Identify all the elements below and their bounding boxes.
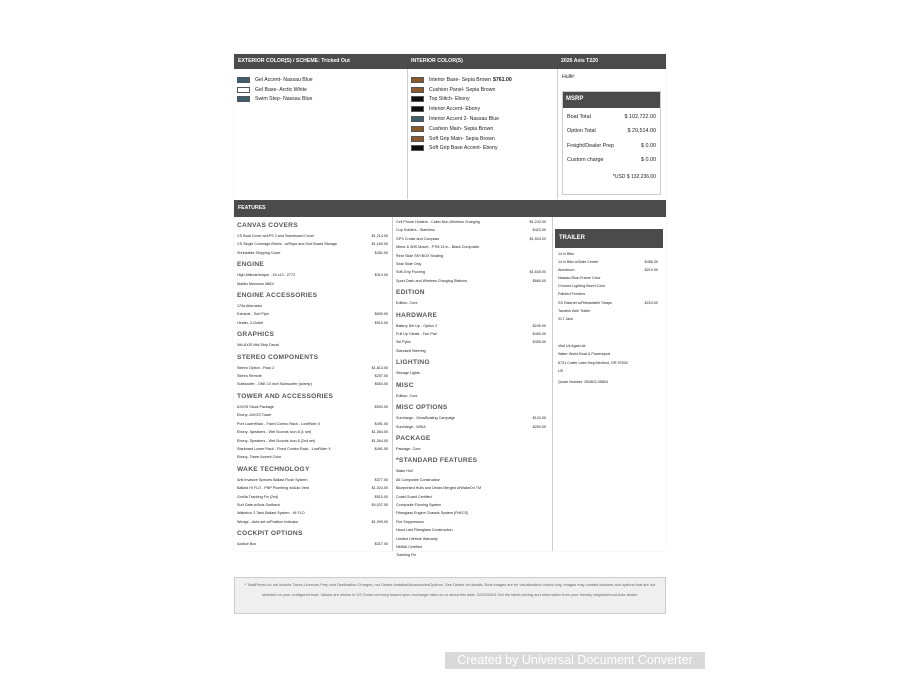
exterior-swatch-label: Gel Base- Arctic White (255, 86, 307, 93)
feature-item (396, 414, 546, 422)
feature-section-title: STEREO COMPONENTS (237, 353, 319, 361)
feature-price: $4,037.00 (371, 502, 388, 507)
feature-name: Mirror & WIS Mount - PTM 14 in - Black Composite (396, 245, 480, 250)
feature-price (542, 252, 546, 260)
msrp-row (563, 139, 660, 153)
feature-price: $134.00 (532, 416, 546, 421)
exterior-swatch-label: Gel Accent- Nassau Blue (255, 76, 313, 83)
feature-price: $1,364.00 (371, 438, 388, 443)
feature-price (542, 476, 546, 484)
feature-name: GPS Cruise and Compass (396, 236, 440, 241)
feature-price (542, 509, 546, 517)
interior-swatch-row (411, 104, 553, 114)
feature-section-title: MISC (396, 381, 414, 389)
feature-item (237, 420, 388, 428)
feature-name: Sport Dash and Wireless Charging Stations (396, 278, 468, 283)
msrp-label: Custom charge (567, 157, 604, 164)
feature-price (542, 467, 546, 475)
feature-price (542, 526, 546, 534)
feature-name: Subwoofer - ONE 10 inch Subwoofer (w/amp) (237, 382, 312, 387)
feature-name: NMMA Certified (396, 544, 422, 549)
feature-price (542, 243, 546, 251)
trailer-item (558, 315, 658, 323)
exterior-swatch-row (237, 95, 402, 105)
feature-price (542, 484, 546, 492)
feature-name: Fire Suppression (396, 519, 424, 524)
feature-name: Blueprinted Hulls and Decks Merged w/WakeOn TM (396, 486, 482, 491)
feature-item (396, 252, 546, 260)
color-swatch (237, 96, 250, 102)
feature-price: $660.00 (532, 278, 546, 283)
color-swatch (411, 77, 424, 83)
feature-item (237, 453, 388, 461)
feature-name: Storage Lights (396, 371, 420, 376)
feature-name: Cup Holders - Stainless (396, 228, 435, 233)
feature-name: AXIOS Stock Package (237, 404, 274, 409)
feature-item (237, 493, 388, 501)
color-swatch (411, 136, 424, 142)
feature-price: $257.00 (374, 374, 388, 379)
trailer-item (558, 266, 658, 274)
dealer-line: Visit Us Again At: (558, 344, 587, 348)
feature-item (237, 403, 388, 411)
msrp-total: *USD $ 132,236.00 (612, 173, 656, 180)
trailer-list (558, 250, 658, 323)
feature-price: $1,534.00 (529, 236, 546, 241)
model-header: 2026 Axis T220 (557, 54, 666, 69)
feature-name: Starboard Lower Rack - Fixed Combo Rack - LowRider X (237, 446, 331, 451)
feature-name: Wake Hull (396, 469, 413, 474)
trailer-item-name: Tandem Axle Trailer (558, 308, 591, 313)
feature-item (237, 232, 388, 240)
feature-item (237, 428, 388, 436)
trailer-item (558, 290, 658, 298)
feature-item (396, 535, 546, 543)
feature-item (396, 218, 546, 226)
feature-item (396, 476, 546, 484)
interior-swatch-row (411, 144, 553, 154)
msrp-title: MSRP (562, 91, 661, 108)
feature-section-title: GRAPHICS (237, 331, 275, 339)
feature-name: Ebony- Tower Accent Color (237, 455, 282, 460)
feature-name: Fiberglass Engine Chassis System (FbECS) (396, 511, 469, 516)
feature-price: $200.00 (532, 424, 546, 429)
quote-number: Quote Number: 250602-05804 (558, 380, 609, 384)
feature-name: Ski Pylon (396, 340, 412, 345)
feature-price: $1,024.00 (371, 486, 388, 491)
feature-section-title: LIGHTING (396, 359, 430, 367)
feature-price: $317.00 (374, 542, 388, 547)
feature-price (542, 347, 546, 355)
feature-name: Rear Slide SKYBOX Seating (396, 253, 443, 258)
feature-name: Wedge - Auto-set w/Position Indicator (237, 519, 299, 524)
trailer-item-name: XLT Jack (558, 316, 574, 321)
feature-item (237, 271, 388, 279)
feature-item (396, 445, 546, 453)
dealer-line: US (558, 369, 564, 374)
feature-price (542, 445, 546, 453)
feature-item (396, 243, 546, 251)
trailer-item-name: Nassau Blue-Frame Color (558, 276, 601, 281)
feature-price: $593.00 (374, 404, 388, 409)
feature-name: Wakebox 3 Tank Ballast System - HI FLO (237, 511, 305, 516)
feature-price (384, 509, 388, 517)
exterior-swatch-row (237, 75, 402, 85)
feature-price (384, 411, 388, 419)
feature-item (237, 249, 388, 257)
msrp-value: $ 0.00 (641, 157, 656, 164)
trailer-header: TRAILER (555, 229, 663, 248)
exterior-swatch-row (237, 85, 402, 95)
feature-item (237, 411, 388, 419)
interior-swatch-label: Interior Accent- Ebony (429, 106, 481, 113)
trailer-item (558, 274, 658, 282)
feature-item (237, 319, 388, 327)
color-swatch (411, 106, 424, 112)
feature-name: Package- Core (396, 446, 421, 451)
exterior-swatch-list (237, 75, 402, 104)
msrp-label: Boat Total (567, 114, 591, 120)
msrp-label: Option Total (567, 128, 596, 135)
interior-swatch-row (411, 114, 553, 124)
feature-name: Surcharge - WSIA (396, 424, 426, 429)
color-swatch (237, 87, 250, 93)
feature-name: Composite Flooring System (396, 502, 442, 507)
dealer-line: 6731 Crater Lake Hwy,Medford, OR 97502 (558, 360, 628, 365)
color-swatch (411, 126, 424, 132)
feature-item (396, 260, 546, 268)
interior-swatch-price: $761.00 (493, 76, 512, 83)
feature-section-title: PACKAGE (396, 434, 431, 442)
feature-item (237, 484, 388, 492)
feature-name: Ebony- Speakers - Wet Sounds Icon 8 (1 set) (237, 430, 312, 435)
feature-item (237, 445, 388, 453)
color-swatch (237, 77, 250, 83)
feature-name: Stereo Option - Pack 2 (237, 365, 275, 370)
watermark: Created by Universal Document Converter (445, 652, 705, 669)
feature-price: $491.00 (374, 421, 388, 426)
feature-item (237, 437, 388, 445)
feature-name: Soft-Grip Flooring (396, 270, 426, 275)
feature-section-title: TOWER AND ACCESSORIES (237, 392, 334, 400)
feature-section-title: ENGINE ACCESSORIES (237, 292, 318, 300)
feature-price: $305.00 (532, 340, 546, 345)
trailer-item (558, 299, 658, 307)
feature-price (542, 543, 546, 551)
feature-price: $491.00 (374, 446, 388, 451)
feature-name: CS Boat Cover w/APS 2 and Swimboard Cover (237, 234, 315, 238)
feature-section-title: MISC OPTIONS (396, 404, 448, 412)
feature-name: Port LowerRack - Fixed Combo Rack - LowRider X (237, 421, 321, 426)
exterior-header: EXTERIOR COLOR(S) / SCHEME: Tricked Out (234, 54, 407, 69)
interior-swatch-row (411, 85, 553, 95)
feature-name: Cell Phone Holders - Cabin Non-Wireless Charging (396, 220, 480, 224)
feature-price (542, 260, 546, 268)
dealer-info (558, 342, 660, 376)
feature-price: $654.00 (374, 382, 388, 387)
feature-item (396, 338, 546, 346)
features-left-column (237, 218, 388, 549)
feature-name: Limited Lifetime Warranty (396, 536, 438, 541)
feature-item (396, 268, 546, 276)
trailer-item-price: $224.00 (644, 300, 658, 305)
feature-name: Battery Set Up - Option 2 (396, 323, 438, 328)
feature-item (237, 476, 388, 484)
exterior-swatch-label: Swim Step- Nassau Blue (255, 96, 313, 103)
feature-item (396, 543, 546, 551)
divider (552, 217, 553, 551)
feature-price (384, 302, 388, 310)
feature-name: Tracking Fin (396, 553, 417, 558)
msrp-row (563, 153, 660, 167)
feature-price: $377.00 (374, 477, 388, 482)
trailer-item-name: 14 in Biltz (558, 252, 574, 256)
feature-price (542, 392, 546, 400)
feature-price: $1,630.00 (529, 270, 546, 275)
feature-price (542, 551, 546, 559)
feature-price (542, 501, 546, 509)
dealer-line: Water World Boat & Powersport (558, 352, 611, 357)
feature-name: Gorilla Tracking Fin (2nd) (237, 494, 279, 499)
feature-item (396, 518, 546, 526)
feature-section-title: HARDWARE (396, 311, 438, 319)
feature-price: $910.00 (374, 320, 388, 325)
feature-name: Anti Invasive Species Ballast Flush System (237, 477, 308, 482)
msrp-value: $ 102,722.00 (624, 114, 656, 120)
feature-name: Acidice Box (237, 542, 257, 547)
feature-name: Ebony- AXIOS Tower (237, 413, 272, 418)
interior-swatch-label: Cushion Panel- Sepia Brown (429, 86, 496, 93)
feature-price: $423.00 (532, 228, 546, 233)
interior-swatch-label: Cushion Main- Sepia Brown (429, 125, 494, 132)
feature-item (237, 240, 388, 248)
feature-item (396, 392, 546, 400)
feature-name: High Altitude/torque - 15 c13 - 2773 (237, 273, 296, 278)
trailer-item-name: 14 in Biltz w/Dale Center (558, 260, 599, 265)
feature-price (542, 299, 546, 307)
feature-item (396, 322, 546, 330)
feature-price: $452.00 (374, 250, 388, 255)
msrp-label: Freight/Dealer Prep (567, 142, 615, 149)
interior-swatch-row (411, 134, 553, 144)
trailer-item-name: Aluminum (558, 268, 575, 273)
feature-name: Edition- Core (396, 393, 418, 398)
feature-item (237, 310, 388, 318)
trailer-item-price: $456.00 (644, 260, 658, 265)
feature-item (237, 501, 388, 509)
feature-price: $1,099.00 (371, 519, 388, 524)
feature-price (384, 453, 388, 461)
feature-item (396, 493, 546, 501)
msrp-box (562, 91, 661, 195)
feature-price (542, 518, 546, 526)
feature-item (237, 380, 388, 388)
interior-swatch-label: Soft Grip Base Accent- Ebony (429, 145, 498, 152)
interior-swatch-label: Interior Accent 2- Nassau Blue (429, 116, 500, 123)
trailer-item-price: $219.00 (644, 268, 658, 273)
color-swatch (411, 145, 424, 151)
feature-name: Standard Steering (396, 348, 426, 353)
interior-swatch-label: Soft Grip Main- Sepia Brown (429, 135, 495, 142)
feature-price: $1,214.00 (371, 234, 388, 238)
feature-item (237, 280, 388, 288)
feature-item (396, 226, 546, 234)
feature-item (396, 277, 546, 285)
feature-item (396, 369, 546, 377)
features-header: FEATURES (234, 200, 666, 217)
feature-name: Edition- Core (396, 301, 418, 306)
trailer-item-name: Chrome-Lighting Bezel Color (558, 284, 606, 289)
feature-section-title: ENGINE (237, 261, 265, 269)
feature-name: CS Single Coverage Bimini - w/Rope and Surf Board Storage (237, 242, 338, 247)
interior-swatch-row (411, 95, 553, 105)
feature-name: Surf Gate w/Axis Surfband (237, 502, 281, 507)
trailer-item (558, 282, 658, 290)
feature-section-title: *STANDARD FEATURES (396, 457, 478, 465)
feature-item (396, 509, 546, 517)
feature-name: NM-AXIS Mid-Strip Decal (237, 343, 279, 348)
msrp-row (563, 124, 660, 138)
feature-name: Ebony- Speakers - Wet Sounds Icon 8 (2nd set) (237, 438, 316, 443)
feature-section-title: EDITION (396, 289, 425, 297)
feature-price (542, 535, 546, 543)
feature-name: 170a Alternator (237, 304, 263, 309)
feature-item (237, 364, 388, 372)
interior-swatch-label: Top Stitch- Ebony (429, 96, 470, 103)
feature-item (396, 235, 546, 243)
feature-item (237, 341, 388, 349)
feature-name: Heater, 3-Outlet (237, 320, 264, 325)
feature-section-title: COCKPIT OPTIONS (237, 530, 303, 538)
feature-item (237, 372, 388, 380)
feature-item (237, 540, 388, 548)
divider (407, 69, 408, 199)
trailer-item-name: SS Ratchet w/Retractable Straps (558, 300, 612, 305)
interior-swatch-row (411, 75, 553, 85)
feature-price: $1,160.00 (371, 242, 388, 247)
trailer-item (558, 258, 658, 266)
feature-price: $510.00 (374, 494, 388, 499)
hull-number: Hull#: (562, 74, 576, 80)
interior-swatch-list (411, 75, 553, 153)
feature-item (396, 501, 546, 509)
feature-name: Shrinkable Shipping Cover (237, 250, 281, 255)
feature-section-title: CANVAS COVERS (237, 222, 298, 229)
trailer-item (558, 307, 658, 315)
feature-price: $490.00 (532, 332, 546, 337)
feature-item (237, 302, 388, 310)
feature-item (237, 518, 388, 526)
feature-price (384, 341, 388, 349)
feature-price: $1,813.00 (371, 365, 388, 370)
disclaimer-footer: * TotalPrices do not include Taxes,Licences,Prep and Destination Charges, nor Dealer-InstalledAccessoriesOptions. See Dealer for details. Boat images are for visualization/ colors only. Images may contain features and options that are not selected on your configured boat. Values are shown in US Dollar currency based upon exchange rates on or about this date: 02/03/2024 Get the latest pricing and information from your friendly neighborhood Axis dealer. (234, 577, 666, 614)
divider (392, 217, 393, 551)
feature-name: Exhaust - Surf Pipe (237, 312, 269, 317)
feature-name: Coast Guard Certified (396, 494, 432, 499)
feature-price (542, 493, 546, 501)
feature-price (384, 280, 388, 288)
feature-name: Hand Laid Fiberglass Construction (396, 528, 453, 533)
feature-item (237, 509, 388, 517)
feature-name: All Composite Construction (396, 477, 441, 482)
color-swatch (411, 96, 424, 102)
msrp-value: $ 0.00 (641, 142, 656, 149)
feature-item (396, 347, 546, 355)
feature-name: Surcharge - GrowBoating Campaign (396, 416, 456, 421)
features-right-column (396, 218, 546, 560)
feature-name: Ballast HI FLO - PNP Plumbing w/Auto Vent (237, 486, 309, 491)
feature-name: Pull Up Cleats - Two Pair (396, 332, 437, 337)
feature-price: $1,364.00 (371, 430, 388, 435)
trailer-item (558, 250, 658, 258)
msrp-row (563, 110, 660, 124)
feature-price: $249.00 (532, 323, 546, 328)
feature-name: Stereo Remote (237, 374, 262, 379)
feature-item (396, 484, 546, 492)
feature-item (396, 551, 546, 559)
feature-section-title: WAKE TECHNOLOGY (237, 465, 310, 473)
feature-item (396, 526, 546, 534)
msrp-value: $ 29,514.00 (627, 128, 656, 135)
interior-swatch-label: Interior Base- Sepia Brown (429, 76, 491, 83)
feature-price: $1,242.00 (529, 220, 546, 224)
color-swatch (411, 116, 424, 122)
feature-item (396, 330, 546, 338)
interior-swatch-row (411, 124, 553, 134)
divider (557, 69, 558, 199)
feature-item (396, 467, 546, 475)
color-swatch (411, 87, 424, 93)
feature-name: Seat Slide Only (396, 262, 422, 267)
feature-name: Malibu Monsoon M6Di (237, 281, 274, 286)
feature-item (396, 299, 546, 307)
feature-price (542, 369, 546, 377)
interior-header: INTERIOR COLOR(S) (407, 54, 557, 69)
feature-item (396, 423, 546, 431)
trailer-item-name: Painted Fenders (558, 292, 586, 297)
feature-price: $699.00 (374, 312, 388, 317)
feature-price: $314.00 (374, 273, 388, 278)
